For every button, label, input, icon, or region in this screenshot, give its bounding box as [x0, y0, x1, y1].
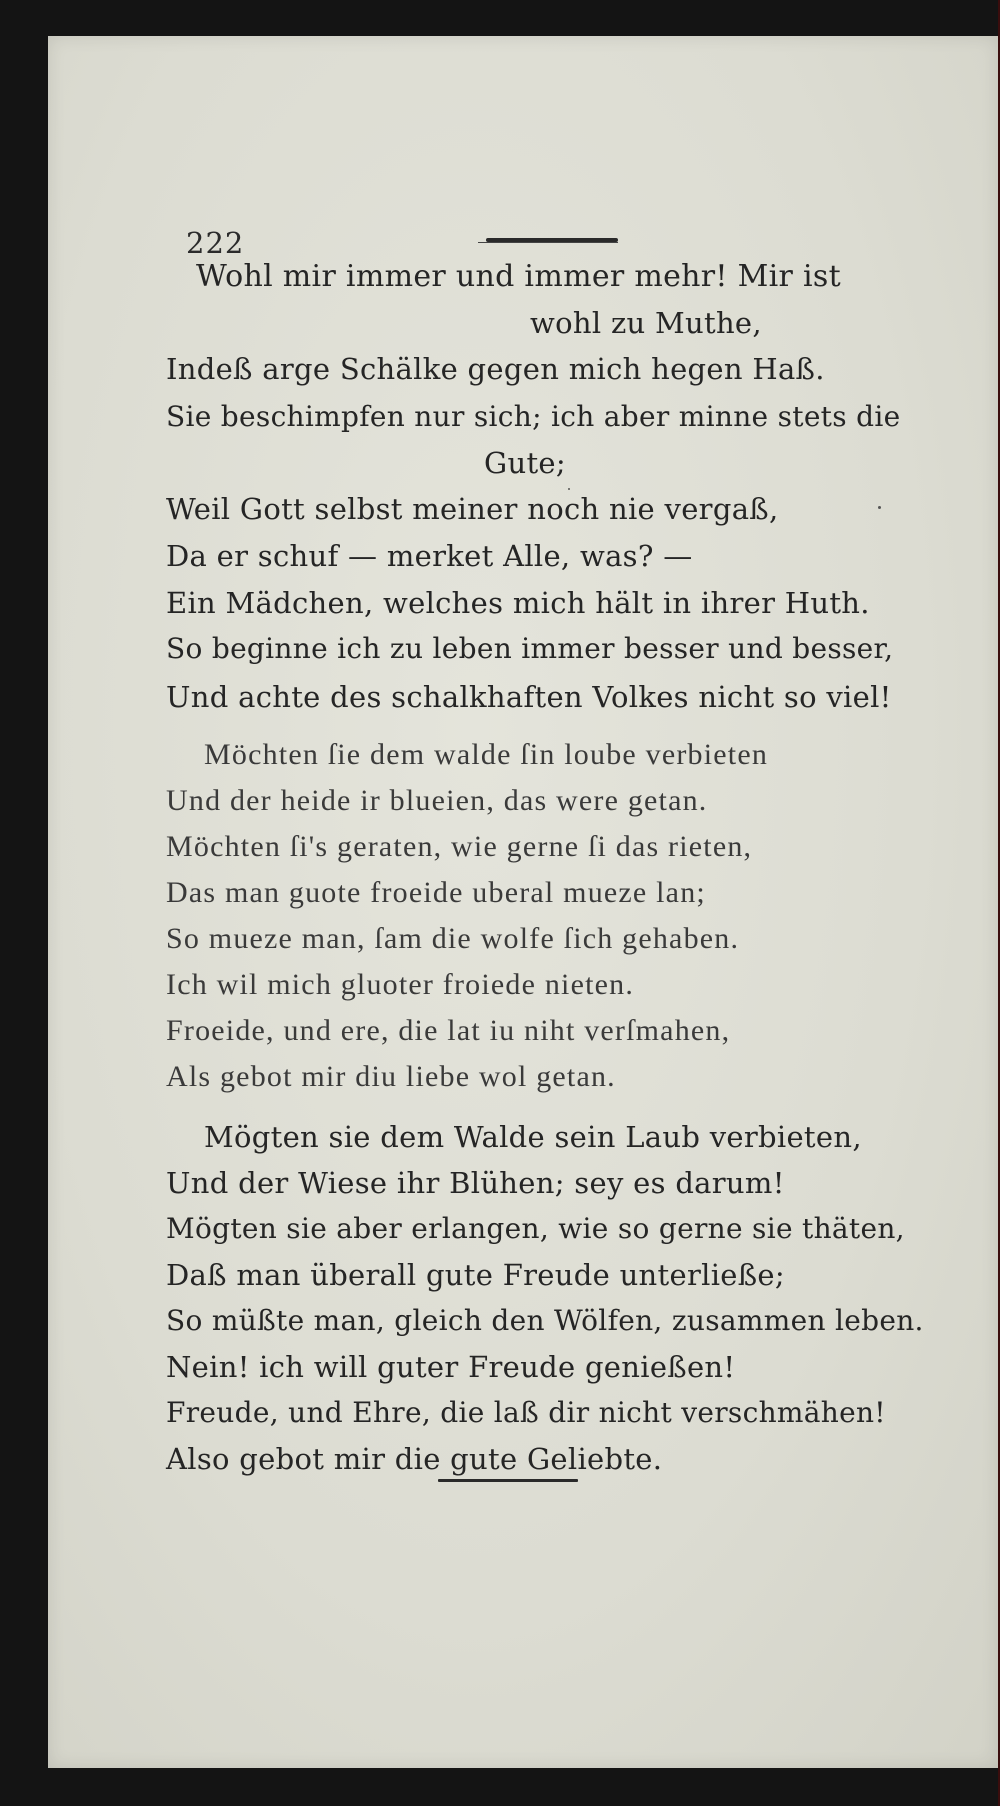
- verse-line: Gute;: [484, 446, 566, 480]
- verse-line: Daß man überall gute Freude unterließe;: [166, 1258, 785, 1292]
- verse-line: Als gebot mir diu liebe wol getan.: [166, 1060, 616, 1093]
- page-header: [48, 196, 998, 260]
- verse-line: Möchten ſi's geraten, wie gerne ſi das rieten,: [166, 830, 753, 863]
- verse-line: Und achte des schalkhaften Volkes nicht so viel!: [166, 680, 892, 714]
- verse-line: Möchten ſie dem walde ſin loube verbieten: [204, 738, 769, 771]
- paper-speck: [568, 488, 570, 490]
- verse-line: Froeide, und ere, die lat iu niht verſmahen,: [166, 1014, 731, 1047]
- verse-line: wohl zu Muthe,: [530, 306, 762, 340]
- verse-line: Ein Mädchen, welches mich hält in ihrer Huth.: [166, 586, 870, 620]
- paper-speck: [878, 506, 881, 509]
- end-rule-line: [438, 1479, 578, 1482]
- verse-line: Und der Wiese ihr Blühen; sey es darum!: [166, 1166, 785, 1200]
- book-page: [48, 36, 998, 1768]
- verse-line: Weil Gott selbst meiner noch nie vergaß,: [166, 492, 779, 526]
- verse-line: So müßte man, gleich den Wölfen, zusammen leben.: [166, 1304, 924, 1337]
- verse-line: Nein! ich will guter Freude genießen!: [166, 1350, 736, 1384]
- end-rule: [438, 1479, 578, 1483]
- verse-line: Wohl mir immer und immer mehr! Mir ist: [196, 259, 841, 294]
- verse-line: So mueze man, ſam die wolfe ſich gehaben.: [166, 922, 740, 955]
- verse-line: Mögten sie aber erlangen, wie so gerne sie thäten,: [166, 1212, 905, 1245]
- verse-line: So beginne ich zu leben immer besser und besser,: [166, 632, 894, 665]
- verse-line: Und der heide ir blueien, das were getan.: [166, 784, 708, 817]
- verse-line: Da er schuf — merket Alle, was? —: [166, 539, 693, 573]
- verse-line: Sie beschimpfen nur sich; ich aber minne stets die: [166, 400, 901, 433]
- header-ornament-rule: [478, 238, 618, 244]
- verse-line: Also gebot mir die gute Geliebte.: [166, 1442, 663, 1476]
- page-number: 222: [186, 226, 245, 260]
- verse-line: Ich wil mich gluoter froiede nieten.: [166, 968, 635, 1001]
- verse-line: Indeß arge Schälke gegen mich hegen Haß.: [166, 352, 825, 386]
- verse-line: Mögten sie dem Walde sein Laub verbieten,: [204, 1120, 862, 1154]
- verse-line: Freude, und Ehre, die laß dir nicht verschmähen!: [166, 1396, 886, 1429]
- verse-line: Das man guote froeide uberal mueze lan;: [166, 876, 706, 909]
- header-rule-thin: [478, 242, 618, 243]
